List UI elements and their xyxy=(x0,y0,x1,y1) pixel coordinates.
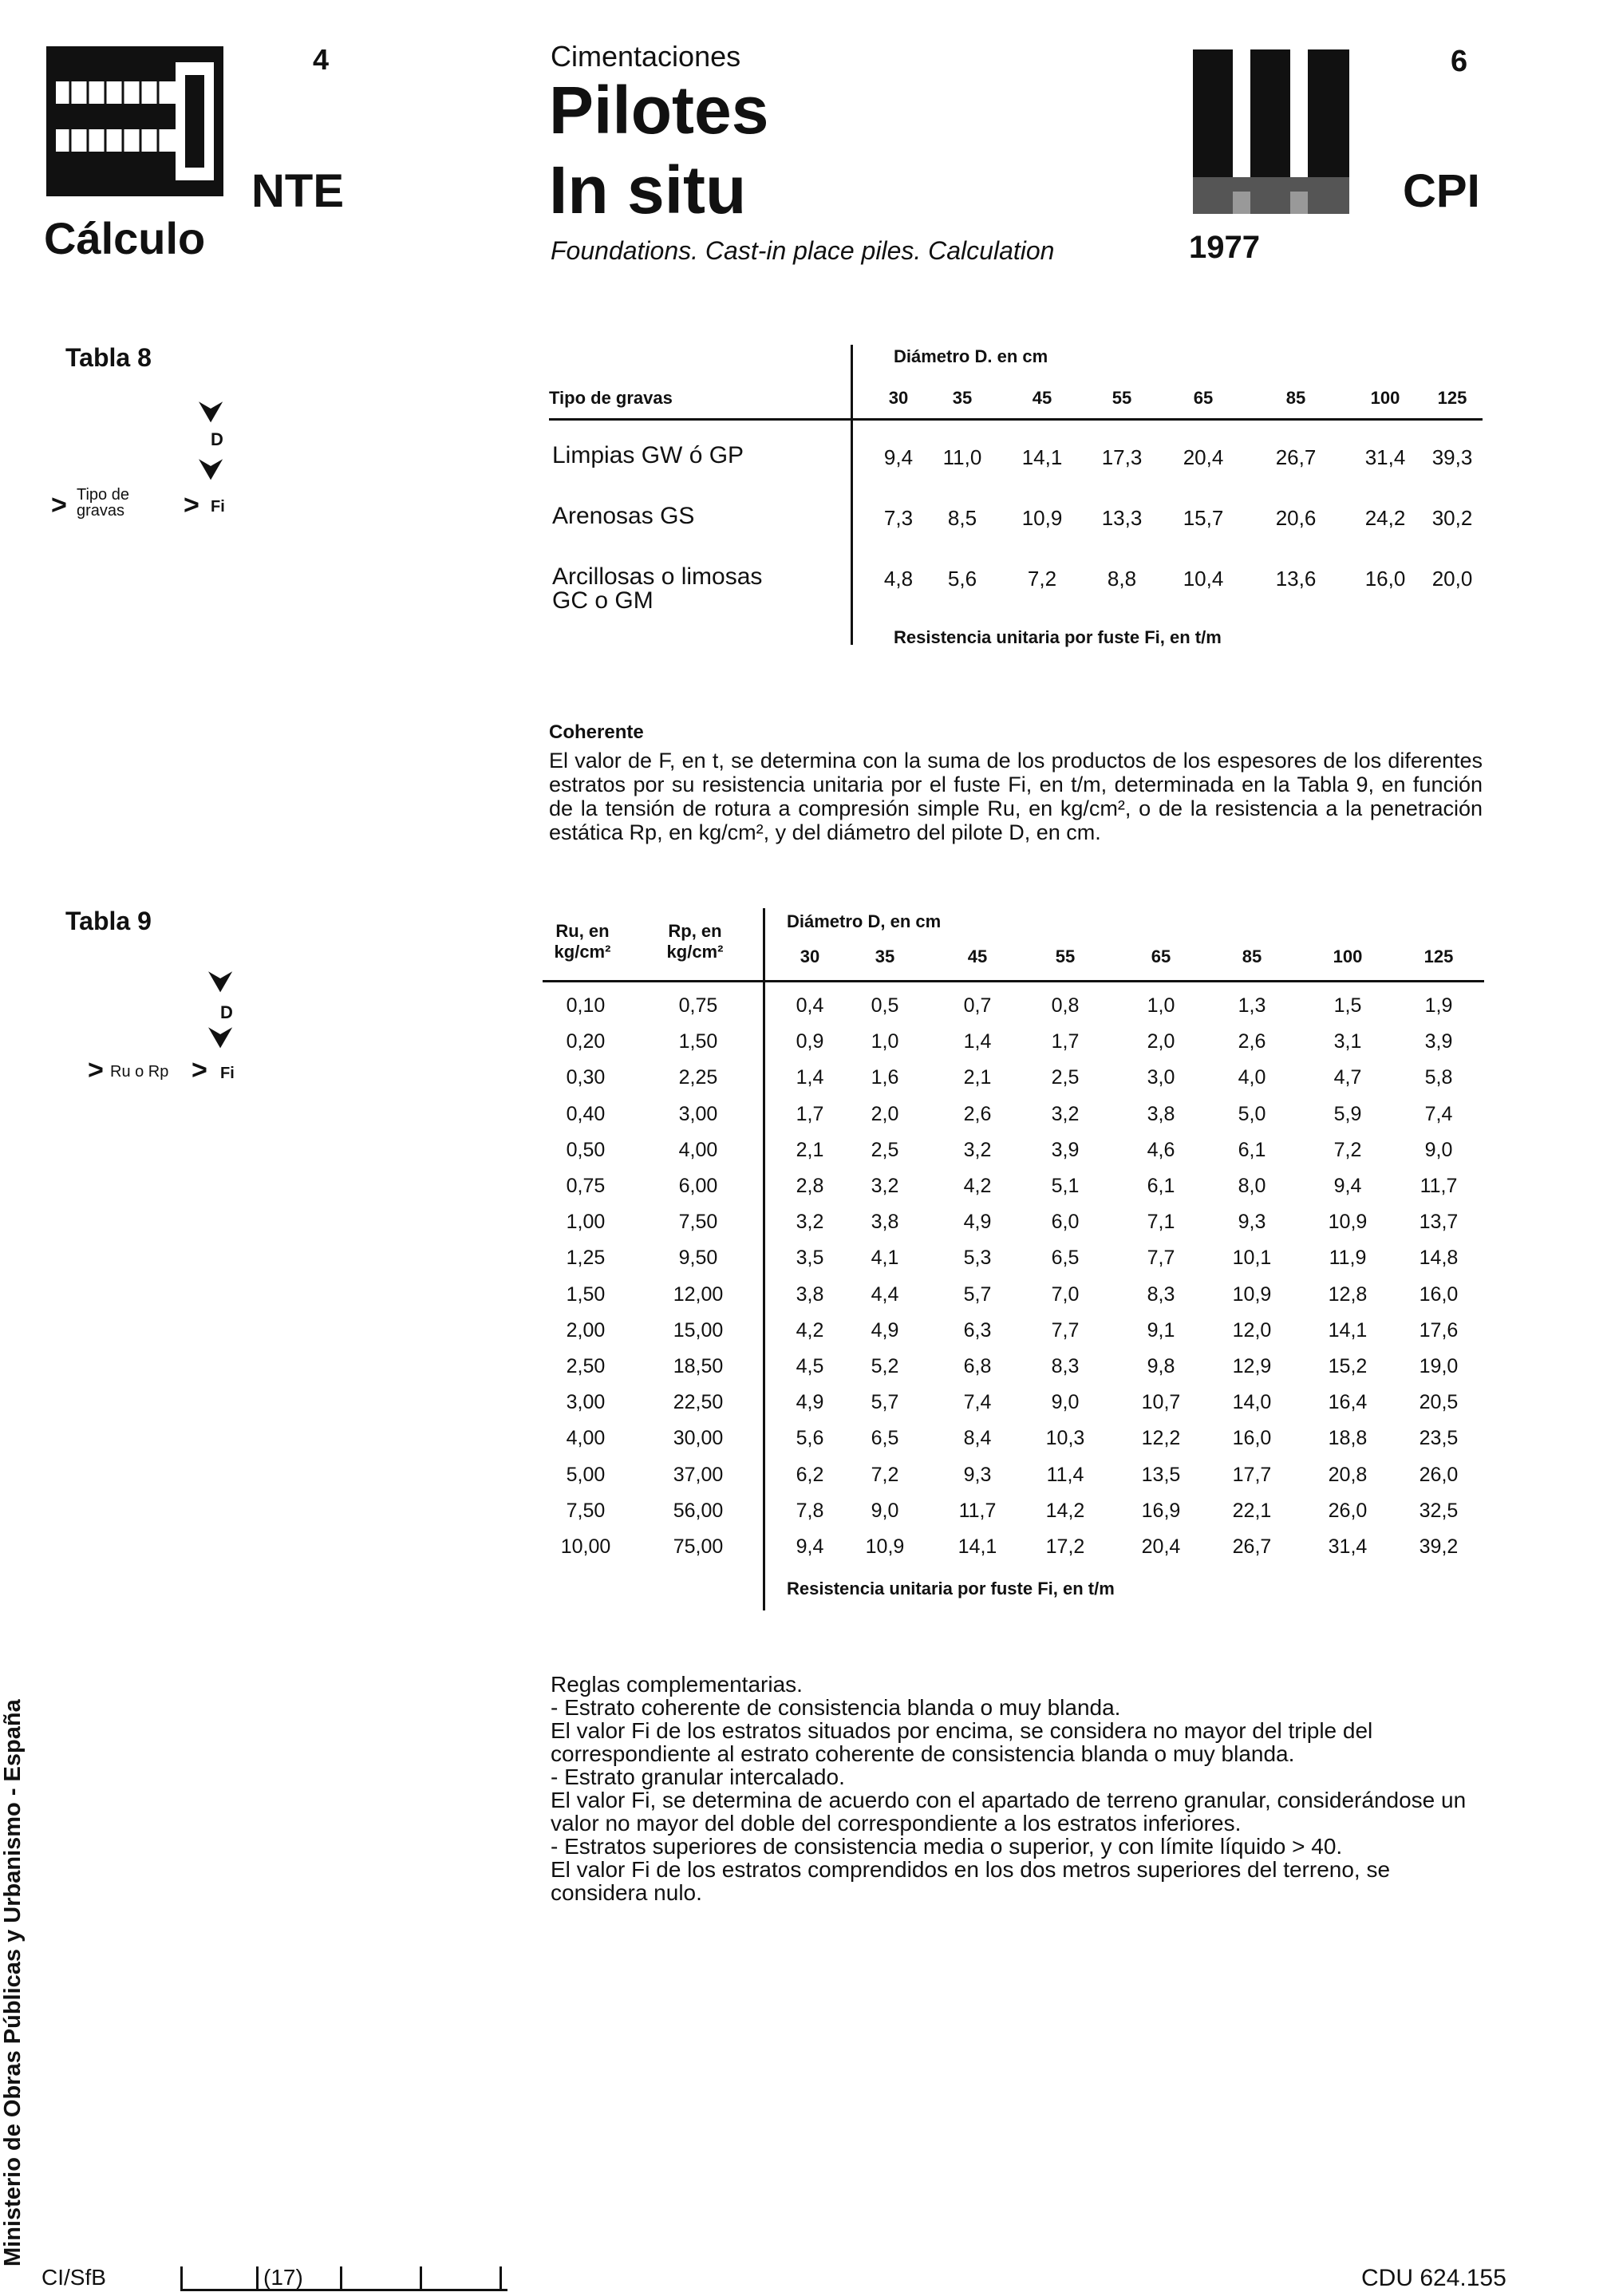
tabla9-cell: 19,0 xyxy=(1419,1355,1459,1377)
tabla9-cell: 7,2 xyxy=(1333,1139,1362,1161)
tabla8-cell: 39,3 xyxy=(1431,445,1473,469)
tabla9-cell: 26,7 xyxy=(1232,1535,1272,1558)
tabla8-cell: 30,2 xyxy=(1431,506,1473,530)
tabla9-cell: 22,1 xyxy=(1232,1500,1272,1522)
tabla9-cell: 8,4 xyxy=(963,1427,992,1449)
tabla9-cell: 1,3 xyxy=(1238,994,1266,1017)
tabla9-rp-cell: 30,00 xyxy=(673,1427,724,1449)
tabla9-cell: 2,0 xyxy=(1147,1030,1175,1053)
tabla8-cell: 13,3 xyxy=(1101,506,1143,530)
tabla9-rp-cell: 6,00 xyxy=(678,1175,718,1197)
tabla9-cell: 5,9 xyxy=(1333,1103,1362,1125)
page-title-line2: In situ xyxy=(549,152,747,227)
tabla8-diameter-header: 45 xyxy=(1032,388,1052,408)
tabla9-rp-cell: 3,00 xyxy=(678,1103,718,1125)
classification-bar xyxy=(180,2263,507,2292)
tabla9-cell: 5,0 xyxy=(1238,1103,1266,1125)
tabla9-rp-cell: 22,50 xyxy=(673,1391,724,1413)
tabla9-cell: 10,1 xyxy=(1232,1247,1272,1269)
tabla9-cell: 2,1 xyxy=(796,1139,824,1161)
tabla9-footer: Resistencia unitaria por fuste Fi, en t/m xyxy=(787,1579,1115,1599)
tabla9-cell: 10,9 xyxy=(865,1535,905,1558)
tabla9-rp-cell: 15,00 xyxy=(673,1319,724,1342)
tabla9-cell: 16,0 xyxy=(1419,1283,1459,1306)
tabla9-cell: 14,0 xyxy=(1232,1391,1272,1413)
cdu-label: CDU 624.155 xyxy=(1361,2265,1506,2291)
tabla9-cell: 6,2 xyxy=(796,1464,824,1486)
tabla9-cell: 1,0 xyxy=(1147,994,1175,1017)
flow-output-label: Fi xyxy=(211,498,225,516)
tabla9-ru-cell: 10,00 xyxy=(560,1535,611,1558)
tabla9-label: Tabla 9 xyxy=(65,907,152,935)
tabla8-cell: 13,6 xyxy=(1275,567,1317,591)
tabla8-label: Tabla 8 xyxy=(65,343,152,372)
flow-d-label: D xyxy=(211,429,223,449)
tabla9-cell: 1,6 xyxy=(871,1066,899,1089)
tabla8-cell: 14,1 xyxy=(1021,445,1063,469)
flow-input-label: Ru o Rp xyxy=(110,1063,169,1081)
tabla9-cell: 7,1 xyxy=(1147,1211,1175,1233)
tabla9-cell: 6,1 xyxy=(1238,1139,1266,1161)
tabla9-cell: 8,3 xyxy=(1051,1355,1080,1377)
tabla9-rp-cell: 18,50 xyxy=(673,1355,724,1377)
tabla9-cell: 20,5 xyxy=(1419,1391,1459,1413)
tabla9-cell: 17,6 xyxy=(1419,1319,1459,1342)
tabla9-cell: 4,9 xyxy=(871,1319,899,1342)
tabla9-cell: 11,9 xyxy=(1329,1247,1367,1269)
tabla8-cell: 20,6 xyxy=(1275,506,1317,530)
tabla9-cell: 5,2 xyxy=(871,1355,899,1377)
tabla8-diameter-header: 55 xyxy=(1112,388,1132,408)
tabla9-cell: 5,7 xyxy=(963,1283,992,1306)
tabla9-rp-cell: 56,00 xyxy=(673,1500,724,1522)
tabla9-cell: 14,8 xyxy=(1419,1247,1459,1269)
tabla9-cell: 10,3 xyxy=(1045,1427,1085,1449)
cpi-number: 6 xyxy=(1451,45,1468,78)
tabla9-cell: 10,9 xyxy=(1232,1283,1272,1306)
tabla9-cell: 9,0 xyxy=(1424,1139,1453,1161)
tabla9-cell: 9,3 xyxy=(1238,1211,1266,1233)
tabla9-cell: 5,6 xyxy=(796,1427,824,1449)
tabla9-ru-cell: 0,30 xyxy=(566,1066,606,1089)
tabla9-cell: 16,9 xyxy=(1141,1500,1181,1522)
flow-input-label: Tipo de gravas xyxy=(77,486,129,520)
tabla9-cell: 39,2 xyxy=(1419,1535,1459,1558)
tabla9-cell: 0,7 xyxy=(963,994,992,1017)
flow-arrow-right-icon: > xyxy=(184,490,199,520)
tabla9-cell: 9,0 xyxy=(871,1500,899,1522)
rules-block xyxy=(551,1673,1484,1904)
tabla9-cell: 9,1 xyxy=(1147,1319,1175,1342)
tabla9-cell: 9,4 xyxy=(796,1535,824,1558)
tabla9-cell: 31,4 xyxy=(1328,1535,1368,1558)
tabla9-diameter-header: 30 xyxy=(800,946,820,966)
tabla8-diameter-header: 85 xyxy=(1285,388,1306,408)
tabla9-cell: 3,2 xyxy=(1051,1103,1080,1125)
tabla9-cell: 12,8 xyxy=(1328,1283,1368,1306)
tabla9-cell: 11,7 xyxy=(1420,1175,1458,1197)
tabla8-cell: 10,4 xyxy=(1183,567,1224,591)
tabla9-cell: 5,7 xyxy=(871,1391,899,1413)
tabla9-cell: 3,8 xyxy=(871,1211,899,1233)
tabla9-col-group-header: Diámetro D, en cm xyxy=(787,911,942,931)
tabla9-ru-cell: 7,50 xyxy=(566,1500,606,1522)
tabla9-ru-cell: 5,00 xyxy=(566,1464,606,1486)
tabla8-diameter-header: 65 xyxy=(1193,388,1214,408)
flow-arrow-right-icon: > xyxy=(51,490,67,520)
cpi-logo xyxy=(1193,49,1349,214)
tabla9-cell: 8,0 xyxy=(1238,1175,1266,1197)
tabla9-cell: 2,6 xyxy=(963,1103,992,1125)
tabla8-diameter-header: 30 xyxy=(888,388,909,408)
tabla9-ru-cell: 0,75 xyxy=(566,1175,606,1197)
coherente-title: Coherente xyxy=(549,721,644,743)
tabla9-cell: 4,2 xyxy=(963,1175,992,1197)
tabla9-cell: 1,4 xyxy=(963,1030,992,1053)
tabla9-cell: 0,9 xyxy=(796,1030,824,1053)
tabla9-ru-cell: 3,00 xyxy=(566,1391,606,1413)
tabla9-cell: 12,9 xyxy=(1232,1355,1272,1377)
tabla9-cell: 16,0 xyxy=(1232,1427,1272,1449)
year-label: 1977 xyxy=(1189,230,1260,265)
flow-d-label: D xyxy=(220,1002,233,1022)
flow-output-label: Fi xyxy=(220,1065,235,1082)
tabla9-cell: 17,7 xyxy=(1232,1464,1272,1486)
cisfb-label: CI/SfB xyxy=(41,2265,106,2290)
tabla9-cell: 0,4 xyxy=(796,994,824,1017)
tabla9-rp-cell: 37,00 xyxy=(673,1464,724,1486)
tabla9-diameter-header: 55 xyxy=(1055,946,1076,966)
tabla9-ru-cell: 0,40 xyxy=(566,1103,606,1125)
tabla9-rp-cell: 12,00 xyxy=(673,1283,724,1306)
tabla9-cell: 2,5 xyxy=(1051,1066,1080,1089)
tabla9-cell: 4,7 xyxy=(1333,1066,1362,1089)
tabla9-cell: 32,5 xyxy=(1419,1500,1459,1522)
tabla9-cell: 7,8 xyxy=(796,1500,824,1522)
tabla9-cell: 4,1 xyxy=(871,1247,899,1269)
nte-label: NTE xyxy=(251,165,344,217)
tabla9-ru-cell: 2,00 xyxy=(566,1319,606,1342)
tabla9-cell: 3,2 xyxy=(871,1175,899,1197)
tabla9-ru-cell: 4,00 xyxy=(566,1427,606,1449)
tabla9-cell: 10,9 xyxy=(1328,1211,1368,1233)
tabla9-cell: 20,4 xyxy=(1141,1535,1181,1558)
tabla9-cell: 12,0 xyxy=(1232,1319,1272,1342)
tabla8-cell: 15,7 xyxy=(1183,506,1224,530)
tabla9-cell: 11,7 xyxy=(958,1500,997,1522)
tabla9-cell: 15,2 xyxy=(1328,1355,1368,1377)
tabla9-cell: 5,3 xyxy=(963,1247,992,1269)
rules-item: - Estrato coherente de consistencia blanda o muy blanda. xyxy=(551,1695,1121,1720)
tabla8-cell: 10,9 xyxy=(1021,506,1063,530)
tabla9-cell: 2,8 xyxy=(796,1175,824,1197)
tabla9-cell: 3,2 xyxy=(796,1211,824,1233)
flow-arrow-down-icon: ⮟ xyxy=(199,455,223,485)
tabla9-cell: 3,8 xyxy=(796,1283,824,1306)
tabla9-cell: 18,8 xyxy=(1328,1427,1368,1449)
tabla9-cell: 23,5 xyxy=(1419,1427,1459,1449)
subject-label: Cimentaciones xyxy=(551,40,741,73)
tabla8-header-rule xyxy=(549,418,1483,421)
tabla9-cell: 1,7 xyxy=(1051,1030,1080,1053)
tabla9-cell: 14,1 xyxy=(1328,1319,1368,1342)
flow-arrow-right-icon: > xyxy=(192,1055,207,1085)
tabla9-cell: 1,7 xyxy=(796,1103,824,1125)
tabla8-divider xyxy=(851,345,853,645)
ministry-side-text: Ministerio de Obras Públicas y Urbanismo - España xyxy=(0,1699,26,2266)
tabla8-cell: 24,2 xyxy=(1364,506,1406,530)
tabla8-col-group-header: Diámetro D. en cm xyxy=(894,346,1048,366)
tabla8-row-header: Tipo de gravas xyxy=(549,388,673,408)
tabla9-diameter-header: 65 xyxy=(1151,946,1171,966)
tabla8-footer: Resistencia unitaria por fuste Fi, en t/m xyxy=(894,627,1222,647)
tabla9-cell: 2,6 xyxy=(1238,1030,1266,1053)
tabla9-cell: 2,5 xyxy=(871,1139,899,1161)
tabla9-col-ru: Ru, en kg/cm² xyxy=(554,921,611,962)
tabla9-cell: 17,2 xyxy=(1045,1535,1085,1558)
tabla9-cell: 3,9 xyxy=(1424,1030,1453,1053)
tabla9-ru-cell: 0,20 xyxy=(566,1030,606,1053)
rules-title: Reglas complementarias. xyxy=(551,1672,803,1697)
tabla8-cell: 8,5 xyxy=(947,506,977,530)
tabla9-diameter-header: 45 xyxy=(967,946,988,966)
tabla8-row-label: Arenosas GS xyxy=(552,503,695,529)
tabla9-rp-cell: 2,25 xyxy=(678,1066,718,1089)
tabla9-cell: 6,8 xyxy=(963,1355,992,1377)
tabla8-diameter-header: 125 xyxy=(1437,388,1467,408)
cisfb-code: (17) xyxy=(263,2265,303,2290)
tabla9-ru-cell: 1,50 xyxy=(566,1283,606,1306)
tabla9-rp-cell: 0,75 xyxy=(678,994,718,1017)
tabla9-cell: 9,8 xyxy=(1147,1355,1175,1377)
rules-text: El valor Fi, se determina de acuerdo con el apartado de terreno granular, considerándose un valor no mayor del doble del correspondiente a los estratos inferiores. xyxy=(551,1788,1467,1836)
flow-arrow-down-icon: ⮟ xyxy=(199,397,223,428)
nte-number: 4 xyxy=(313,43,330,76)
tabla9-cell: 3,2 xyxy=(963,1139,992,1161)
rules-item: - Estratos superiores de consistencia media o superior, y con límite líquido > 40. xyxy=(551,1834,1343,1859)
tabla9-cell: 2,0 xyxy=(871,1103,899,1125)
tabla9-header-rule xyxy=(543,980,1484,982)
tabla9-rp-cell: 9,50 xyxy=(678,1247,718,1269)
tabla9-col-rp: Rp, en kg/cm² xyxy=(666,921,724,962)
tabla8-cell: 20,0 xyxy=(1431,567,1473,591)
tabla8-cell: 8,8 xyxy=(1107,567,1137,591)
tabla9-cell: 10,7 xyxy=(1141,1391,1181,1413)
rules-text: El valor Fi de los estratos comprendidos en los dos metros superiores del terreno, se considera nulo. xyxy=(551,1857,1391,1905)
tabla9-cell: 1,0 xyxy=(871,1030,899,1053)
tabla8-diameter-header: 100 xyxy=(1370,388,1400,408)
tabla9-rp-cell: 4,00 xyxy=(678,1139,718,1161)
tabla9-cell: 4,9 xyxy=(963,1211,992,1233)
tabla9-cell: 4,4 xyxy=(871,1283,899,1306)
tabla9-cell: 11,4 xyxy=(1046,1464,1084,1486)
tabla8-cell: 20,4 xyxy=(1183,445,1224,469)
tabla9-cell: 5,1 xyxy=(1051,1175,1080,1197)
tabla9-cell: 16,4 xyxy=(1328,1391,1368,1413)
tabla9-cell: 1,4 xyxy=(796,1066,824,1089)
tabla9-cell: 7,4 xyxy=(963,1391,992,1413)
tabla9-cell: 3,8 xyxy=(1147,1103,1175,1125)
tabla9-cell: 3,0 xyxy=(1147,1066,1175,1089)
tabla9-ru-cell: 0,10 xyxy=(566,994,606,1017)
tabla9-cell: 6,5 xyxy=(1051,1247,1080,1269)
tabla9-cell: 7,0 xyxy=(1051,1283,1080,1306)
tabla9-cell: 4,9 xyxy=(796,1391,824,1413)
page-title-line1: Pilotes xyxy=(549,73,769,148)
tabla9-cell: 13,7 xyxy=(1419,1211,1459,1233)
tabla9-cell: 4,0 xyxy=(1238,1066,1266,1089)
nte-logo xyxy=(46,46,223,196)
tabla9-diameter-header: 125 xyxy=(1423,946,1454,966)
cpi-label: CPI xyxy=(1403,165,1480,217)
tabla9-cell: 26,0 xyxy=(1419,1464,1459,1486)
tabla9-cell: 3,1 xyxy=(1333,1030,1362,1053)
tabla9-cell: 0,8 xyxy=(1051,994,1080,1017)
tabla9-cell: 2,1 xyxy=(963,1066,992,1089)
tabla9-cell: 4,2 xyxy=(796,1319,824,1342)
tabla8-row-label: Arcillosas o limosas GC o GM xyxy=(552,563,763,614)
tabla9-cell: 4,6 xyxy=(1147,1139,1175,1161)
tabla9-cell: 20,8 xyxy=(1328,1464,1368,1486)
tabla9-cell: 6,3 xyxy=(963,1319,992,1342)
tabla9-cell: 4,5 xyxy=(796,1355,824,1377)
tabla8-cell: 31,4 xyxy=(1364,445,1406,469)
tabla8-cell: 5,6 xyxy=(947,567,977,591)
tabla9-cell: 7,7 xyxy=(1051,1319,1080,1342)
tabla8-cell: 16,0 xyxy=(1364,567,1406,591)
tabla9-cell: 8,3 xyxy=(1147,1283,1175,1306)
tabla8-cell: 17,3 xyxy=(1101,445,1143,469)
tabla8-cell: 7,2 xyxy=(1027,567,1057,591)
tabla9-cell: 14,1 xyxy=(958,1535,997,1558)
tabla9-divider xyxy=(763,908,765,1610)
tabla9-cell: 7,2 xyxy=(871,1464,899,1486)
tabla9-cell: 5,8 xyxy=(1424,1066,1453,1089)
rules-text: El valor Fi de los estratos situados por encima, se considera no mayor del triple del correspondiente al estrato coherente de consistencia blanda o muy blanda. xyxy=(551,1718,1373,1766)
tabla9-cell: 6,5 xyxy=(871,1427,899,1449)
tabla8-row-label: Limpias GW ó GP xyxy=(552,442,744,468)
tabla9-rp-cell: 1,50 xyxy=(678,1030,718,1053)
tabla9-ru-cell: 2,50 xyxy=(566,1355,606,1377)
tabla8-cell: 7,3 xyxy=(883,506,914,530)
tabla9-ru-cell: 0,50 xyxy=(566,1139,606,1161)
tabla9-cell: 9,0 xyxy=(1051,1391,1080,1413)
tabla9-cell: 7,4 xyxy=(1424,1103,1453,1125)
tabla9-diameter-header: 35 xyxy=(875,946,895,966)
tabla8-cell: 4,8 xyxy=(883,567,914,591)
tabla9-cell: 26,0 xyxy=(1328,1500,1368,1522)
tabla9-cell: 9,3 xyxy=(963,1464,992,1486)
tabla8-cell: 9,4 xyxy=(883,445,914,469)
tabla9-diameter-header: 100 xyxy=(1333,946,1363,966)
tabla9-cell: 1,9 xyxy=(1424,994,1453,1017)
tabla9-cell: 1,5 xyxy=(1333,994,1362,1017)
flow-arrow-right-icon: > xyxy=(88,1055,104,1085)
section-label: Cálculo xyxy=(44,213,206,263)
tabla9-cell: 14,2 xyxy=(1045,1500,1085,1522)
tabla9-cell: 3,9 xyxy=(1051,1139,1080,1161)
tabla9-cell: 7,7 xyxy=(1147,1247,1175,1269)
tabla9-cell: 6,0 xyxy=(1051,1211,1080,1233)
tabla8-diameter-header: 35 xyxy=(952,388,973,408)
flow-arrow-down-icon: ⮟ xyxy=(209,1023,232,1053)
page-subtitle: Foundations. Cast-in place piles. Calculation xyxy=(551,236,1055,265)
tabla9-cell: 0,5 xyxy=(871,994,899,1017)
flow-arrow-down-icon: ⮟ xyxy=(209,967,232,998)
tabla9-cell: 3,5 xyxy=(796,1247,824,1269)
tabla9-diameter-header: 85 xyxy=(1242,946,1262,966)
rules-item: - Estrato granular intercalado. xyxy=(551,1764,845,1789)
tabla9-cell: 12,2 xyxy=(1141,1427,1181,1449)
tabla8-cell: 11,0 xyxy=(942,445,982,469)
tabla9-ru-cell: 1,00 xyxy=(566,1211,606,1233)
tabla9-rp-cell: 75,00 xyxy=(673,1535,724,1558)
tabla9-cell: 6,1 xyxy=(1147,1175,1175,1197)
tabla9-cell: 13,5 xyxy=(1141,1464,1181,1486)
tabla9-rp-cell: 7,50 xyxy=(678,1211,718,1233)
tabla9-cell: 9,4 xyxy=(1333,1175,1362,1197)
coherente-text: El valor de F, en t, se determina con la suma de los productos de los espesores de los diferentes estratos por su resistencia unitaria por el fuste Fi, en t/m, determinada en la Tabla 9, en función de la tensión de rotura a compresión simple Ru, en kg/cm², o de la resistencia a la penetración estática Rp, en kg/cm², y del diámetro del pilote D, en cm. xyxy=(549,749,1483,844)
tabla8-cell: 26,7 xyxy=(1275,445,1317,469)
tabla9-ru-cell: 1,25 xyxy=(566,1247,606,1269)
